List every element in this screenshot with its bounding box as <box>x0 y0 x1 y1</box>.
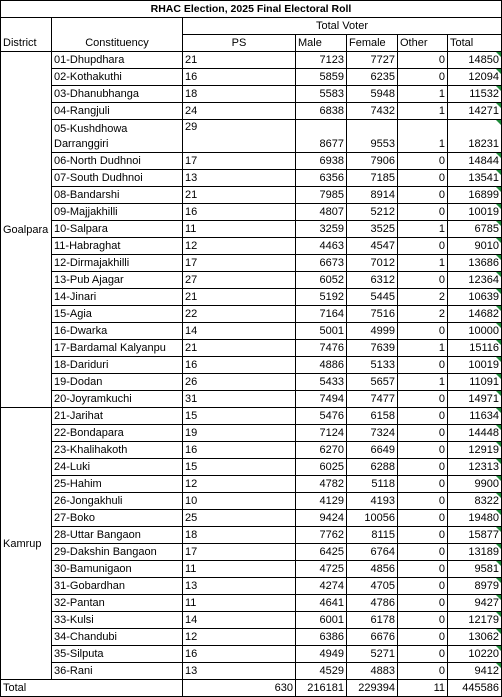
other-cell[interactable]: 0 <box>398 544 448 561</box>
constituency-cell[interactable]: 01-Dhupdhara <box>52 52 183 69</box>
male-cell[interactable]: 4641 <box>296 595 347 612</box>
other-cell[interactable]: 1 <box>398 103 448 120</box>
total-cell[interactable]: 14271 <box>448 103 502 120</box>
female-cell[interactable]: 4193 <box>347 493 398 510</box>
male-cell[interactable]: 5859 <box>296 69 347 86</box>
constituency-cell[interactable]: 26-Jongakhuli <box>52 493 183 510</box>
female-cell[interactable]: 7324 <box>347 425 398 442</box>
other-cell[interactable]: 0 <box>398 238 448 255</box>
constituency-cell[interactable]: 18-Dariduri <box>52 357 183 374</box>
table-row <box>1 544 502 561</box>
other-cell[interactable]: 0 <box>398 476 448 493</box>
constituency-name-line-2: Darranggiri <box>54 138 109 150</box>
male-cell[interactable]: 4782 <box>296 476 347 493</box>
male-cell[interactable]: 4274 <box>296 578 347 595</box>
male-cell[interactable]: 6001 <box>296 612 347 629</box>
total-cell[interactable]: 10220 <box>448 646 502 663</box>
total-cell[interactable]: 12313 <box>448 459 502 476</box>
female-cell[interactable]: 4705 <box>347 578 398 595</box>
table-row <box>1 374 502 391</box>
female-cell[interactable]: 5948 <box>347 86 398 103</box>
female-cell[interactable]: 9553 <box>347 120 398 153</box>
female-cell[interactable]: 6235 <box>347 69 398 86</box>
total-cell[interactable]: 14682 <box>448 306 502 323</box>
other-cell[interactable]: 0 <box>398 493 448 510</box>
female-cell[interactable]: 5118 <box>347 476 398 493</box>
total-cell[interactable]: 11634 <box>448 408 502 425</box>
header-constituency[interactable]: Constituency <box>52 18 183 52</box>
totals-female-cell[interactable]: 229394 <box>347 680 398 697</box>
ps-cell[interactable]: 26 <box>183 374 296 391</box>
total-cell[interactable]: 8322 <box>448 493 502 510</box>
total-cell[interactable]: 10019 <box>448 357 502 374</box>
total-cell[interactable]: 12094 <box>448 69 502 86</box>
constituency-cell[interactable]: 10-Salpara <box>52 221 183 238</box>
total-cell[interactable]: 12364 <box>448 272 502 289</box>
male-cell[interactable]: 7164 <box>296 306 347 323</box>
female-cell[interactable]: 7639 <box>347 340 398 357</box>
ps-cell[interactable]: 19 <box>183 425 296 442</box>
total-cell[interactable]: 14971 <box>448 391 502 408</box>
other-cell[interactable]: 1 <box>398 340 448 357</box>
ps-cell[interactable]: 18 <box>183 86 296 103</box>
total-cell[interactable]: 13541 <box>448 170 502 187</box>
ps-cell[interactable]: 18 <box>183 527 296 544</box>
male-cell[interactable]: 4129 <box>296 493 347 510</box>
constituency-cell[interactable]: 21-Jarihat <box>52 408 183 425</box>
header-ps[interactable]: PS <box>183 35 296 52</box>
other-cell[interactable]: 1 <box>398 120 448 153</box>
total-cell[interactable]: 10019 <box>448 204 502 221</box>
total-cell[interactable]: 9412 <box>448 663 502 680</box>
constituency-cell[interactable]: 11-Habraghat <box>52 238 183 255</box>
ps-cell[interactable]: 13 <box>183 578 296 595</box>
table-row <box>1 323 502 340</box>
constituency-cell[interactable]: 13-Pub Ajagar <box>52 272 183 289</box>
other-cell[interactable]: 1 <box>398 221 448 238</box>
female-cell[interactable]: 6288 <box>347 459 398 476</box>
ps-cell[interactable]: 21 <box>183 52 296 69</box>
other-cell[interactable]: 0 <box>398 357 448 374</box>
male-cell[interactable]: 7476 <box>296 340 347 357</box>
total-cell[interactable]: 8979 <box>448 578 502 595</box>
female-cell[interactable]: 6676 <box>347 629 398 646</box>
table-row <box>1 459 502 476</box>
female-cell[interactable]: 4856 <box>347 561 398 578</box>
totals-other-cell[interactable]: 11 <box>398 680 448 697</box>
female-cell[interactable]: 5271 <box>347 646 398 663</box>
other-cell[interactable]: 0 <box>398 442 448 459</box>
table-row <box>1 476 502 493</box>
table-row <box>1 289 502 306</box>
table-row <box>1 391 502 408</box>
constituency-cell[interactable]: 03-Dhanubhanga <box>52 86 183 103</box>
female-cell[interactable]: 7185 <box>347 170 398 187</box>
ps-cell[interactable]: 16 <box>183 646 296 663</box>
female-cell[interactable]: 7477 <box>347 391 398 408</box>
header-row-1 <box>1 18 502 35</box>
ps-cell[interactable]: 16 <box>183 204 296 221</box>
female-cell[interactable]: 7906 <box>347 153 398 170</box>
male-cell[interactable]: 6838 <box>296 103 347 120</box>
male-cell[interactable]: 4725 <box>296 561 347 578</box>
table-row <box>1 255 502 272</box>
constituency-cell[interactable]: 14-Jinari <box>52 289 183 306</box>
male-cell[interactable]: 7762 <box>296 527 347 544</box>
female-cell[interactable]: 3525 <box>347 221 398 238</box>
male-cell[interactable]: 5583 <box>296 86 347 103</box>
constituency-cell[interactable]: 30-Bamunigaon <box>52 561 183 578</box>
other-cell[interactable]: 0 <box>398 153 448 170</box>
male-cell[interactable]: 6673 <box>296 255 347 272</box>
table-row <box>1 306 502 323</box>
table-row <box>1 340 502 357</box>
total-cell[interactable]: 9010 <box>448 238 502 255</box>
table-row <box>1 646 502 663</box>
total-cell[interactable]: 9427 <box>448 595 502 612</box>
female-cell[interactable]: 4883 <box>347 663 398 680</box>
other-cell[interactable]: 0 <box>398 646 448 663</box>
table-row <box>1 425 502 442</box>
constituency-cell[interactable]: 02-Kothakuthi <box>52 69 183 86</box>
table-row <box>1 153 502 170</box>
constituency-cell[interactable]: 34-Chandubi <box>52 629 183 646</box>
constituency-name-line-1: 05-Kushdhowa <box>54 123 128 135</box>
table-row <box>1 170 502 187</box>
table-row <box>1 52 502 69</box>
ps-cell[interactable]: 11 <box>183 595 296 612</box>
total-cell[interactable]: 16899 <box>448 187 502 204</box>
ps-cell[interactable]: 31 <box>183 391 296 408</box>
ps-cell[interactable]: 16 <box>183 69 296 86</box>
total-cell[interactable]: 15116 <box>448 340 502 357</box>
female-cell[interactable]: 4786 <box>347 595 398 612</box>
male-cell[interactable]: 5476 <box>296 408 347 425</box>
table-row <box>1 272 502 289</box>
table-row <box>1 86 502 103</box>
ps-cell[interactable]: 27 <box>183 272 296 289</box>
table-row <box>1 493 502 510</box>
totals-male-cell[interactable]: 216181 <box>296 680 347 697</box>
constituency-cell[interactable]: 16-Dwarka <box>52 323 183 340</box>
other-cell[interactable]: 0 <box>398 612 448 629</box>
header-other[interactable]: Other <box>398 35 448 52</box>
constituency-cell[interactable]: 29-Dakshin Bangaon <box>52 544 183 561</box>
total-cell[interactable]: 14850 <box>448 52 502 69</box>
constituency-cell[interactable]: 04-Rangjuli <box>52 103 183 120</box>
table-row <box>1 408 502 425</box>
total-cell[interactable]: 13686 <box>448 255 502 272</box>
sheet-title[interactable]: RHAC Election, 2025 Final Electoral Roll <box>1 1 502 18</box>
other-cell[interactable]: 0 <box>398 69 448 86</box>
total-cell[interactable]: 12919 <box>448 442 502 459</box>
ps-cell[interactable]: 17 <box>183 544 296 561</box>
ps-cell[interactable]: 12 <box>183 476 296 493</box>
male-cell[interactable]: 4463 <box>296 238 347 255</box>
table-row <box>1 357 502 374</box>
total-cell[interactable]: 11091 <box>448 374 502 391</box>
ps-cell[interactable]: 10 <box>183 493 296 510</box>
district-cell[interactable]: Kamrup <box>1 408 52 680</box>
total-cell[interactable]: 9900 <box>448 476 502 493</box>
constituency-cell[interactable]: 07-South Dudhnoi <box>52 170 183 187</box>
male-cell[interactable]: 6025 <box>296 459 347 476</box>
constituency-cell[interactable]: 17-Bardamal Kalyanpu <box>52 340 183 357</box>
male-cell[interactable]: 6356 <box>296 170 347 187</box>
constituency-cell[interactable]: 19-Dodan <box>52 374 183 391</box>
male-cell[interactable]: 3259 <box>296 221 347 238</box>
female-cell[interactable]: 4999 <box>347 323 398 340</box>
ps-cell[interactable]: 21 <box>183 340 296 357</box>
table-row <box>1 578 502 595</box>
female-cell[interactable]: 5133 <box>347 357 398 374</box>
other-cell[interactable]: 0 <box>398 204 448 221</box>
male-cell[interactable]: 7124 <box>296 425 347 442</box>
total-cell[interactable]: 10639 <box>448 289 502 306</box>
other-cell[interactable]: 0 <box>398 510 448 527</box>
totals-label[interactable]: Total <box>1 680 183 697</box>
female-cell[interactable]: 4547 <box>347 238 398 255</box>
ps-cell[interactable]: 16 <box>183 357 296 374</box>
male-cell[interactable]: 4886 <box>296 357 347 374</box>
total-cell[interactable]: 13189 <box>448 544 502 561</box>
male-cell[interactable]: 7985 <box>296 187 347 204</box>
table-row <box>1 442 502 459</box>
total-cell[interactable]: 6785 <box>448 221 502 238</box>
ps-cell[interactable]: 25 <box>183 510 296 527</box>
female-cell[interactable]: 6764 <box>347 544 398 561</box>
other-cell[interactable]: 2 <box>398 289 448 306</box>
male-cell[interactable]: 6425 <box>296 544 347 561</box>
other-cell[interactable]: 0 <box>398 272 448 289</box>
constituency-cell[interactable]: 22-Bondapara <box>52 425 183 442</box>
ps-cell[interactable]: 14 <box>183 323 296 340</box>
ps-cell[interactable]: 15 <box>183 459 296 476</box>
other-cell[interactable]: 0 <box>398 187 448 204</box>
constituency-cell[interactable]: 20-Joyramkuchi <box>52 391 183 408</box>
other-cell[interactable]: 0 <box>398 459 448 476</box>
table-row <box>1 103 502 120</box>
total-cell[interactable]: 13062 <box>448 629 502 646</box>
female-cell[interactable]: 7727 <box>347 52 398 69</box>
table-row <box>1 238 502 255</box>
other-cell[interactable]: 0 <box>398 170 448 187</box>
header-district[interactable]: District <box>1 18 52 52</box>
female-cell[interactable]: 10056 <box>347 510 398 527</box>
other-cell[interactable]: 0 <box>398 663 448 680</box>
constituency-cell[interactable]: 12-Dirmajakhilli <box>52 255 183 272</box>
constituency-cell[interactable]: 08-Bandarshi <box>52 187 183 204</box>
constituency-cell[interactable]: 15-Agia <box>52 306 183 323</box>
total-cell[interactable]: 12179 <box>448 612 502 629</box>
table-row <box>1 561 502 578</box>
table-row <box>1 69 502 86</box>
other-cell[interactable]: 0 <box>398 391 448 408</box>
table-row <box>1 204 502 221</box>
total-cell[interactable]: 11532 <box>448 86 502 103</box>
table-row <box>1 629 502 646</box>
constituency-cell[interactable]: 28-Uttar Bangaon <box>52 527 183 544</box>
constituency-cell[interactable]: 23-Khalihakoth <box>52 442 183 459</box>
constituency-cell[interactable]: 06-North Dudhnoi <box>52 153 183 170</box>
totals-total-cell[interactable]: 445586 <box>448 680 502 697</box>
constituency-cell[interactable]: 33-Kulsi <box>52 612 183 629</box>
male-cell[interactable]: 4807 <box>296 204 347 221</box>
female-cell[interactable]: 5657 <box>347 374 398 391</box>
total-cell[interactable]: 15877 <box>448 527 502 544</box>
table-row <box>1 612 502 629</box>
constituency-cell[interactable]: 31-Gobardhan <box>52 578 183 595</box>
other-cell[interactable]: 1 <box>398 86 448 103</box>
district-cell[interactable]: Goalpara <box>1 52 52 408</box>
female-cell[interactable]: 5445 <box>347 289 398 306</box>
ps-cell[interactable]: 21 <box>183 289 296 306</box>
constituency-cell[interactable]: 27-Boko <box>52 510 183 527</box>
header-male[interactable]: Male <box>296 35 347 52</box>
constituency-cell[interactable]: 09-Majjakhilli <box>52 204 183 221</box>
other-cell[interactable]: 0 <box>398 408 448 425</box>
female-cell[interactable]: 5212 <box>347 204 398 221</box>
table-row <box>1 595 502 612</box>
ps-cell[interactable]: 22 <box>183 306 296 323</box>
other-cell[interactable]: 0 <box>398 323 448 340</box>
ps-cell[interactable]: 11 <box>183 561 296 578</box>
ps-cell[interactable]: 29 <box>183 120 296 153</box>
other-cell[interactable]: 0 <box>398 595 448 612</box>
header-total-voter[interactable]: Total Voter <box>183 18 502 35</box>
total-cell[interactable]: 10000 <box>448 323 502 340</box>
title-row <box>1 1 502 18</box>
constituency-cell[interactable]: 32-Pantan <box>52 595 183 612</box>
male-cell[interactable]: 5192 <box>296 289 347 306</box>
ps-cell[interactable]: 13 <box>183 170 296 187</box>
constituency-cell[interactable]: 25-Hahim <box>52 476 183 493</box>
ps-cell[interactable]: 15 <box>183 408 296 425</box>
other-cell[interactable]: 2 <box>398 306 448 323</box>
male-cell[interactable]: 6386 <box>296 629 347 646</box>
table-row <box>1 663 502 680</box>
female-cell[interactable]: 6649 <box>347 442 398 459</box>
other-cell[interactable]: 0 <box>398 527 448 544</box>
table-row <box>1 120 502 153</box>
other-cell[interactable]: 0 <box>398 561 448 578</box>
table-row <box>1 510 502 527</box>
table-row <box>1 187 502 204</box>
other-cell[interactable]: 1 <box>398 374 448 391</box>
male-cell[interactable]: 7123 <box>296 52 347 69</box>
female-cell[interactable]: 7012 <box>347 255 398 272</box>
female-cell[interactable]: 6312 <box>347 272 398 289</box>
male-cell[interactable]: 6270 <box>296 442 347 459</box>
ps-cell[interactable]: 12 <box>183 629 296 646</box>
male-cell[interactable]: 4529 <box>296 663 347 680</box>
female-cell[interactable]: 6178 <box>347 612 398 629</box>
female-cell[interactable]: 7516 <box>347 306 398 323</box>
header-total[interactable]: Total <box>448 35 502 52</box>
ps-cell[interactable]: 17 <box>183 255 296 272</box>
total-cell[interactable]: 14448 <box>448 425 502 442</box>
male-cell[interactable]: 4949 <box>296 646 347 663</box>
male-cell[interactable]: 5001 <box>296 323 347 340</box>
totals-ps-cell[interactable]: 630 <box>183 680 296 697</box>
female-cell[interactable]: 7432 <box>347 103 398 120</box>
total-cell[interactable]: 14844 <box>448 153 502 170</box>
total-cell[interactable]: 18231 <box>448 120 502 153</box>
female-cell[interactable]: 8914 <box>347 187 398 204</box>
male-cell[interactable]: 6052 <box>296 272 347 289</box>
female-cell[interactable]: 8115 <box>347 527 398 544</box>
male-cell[interactable]: 5433 <box>296 374 347 391</box>
header-female[interactable]: Female <box>347 35 398 52</box>
ps-cell[interactable]: 21 <box>183 187 296 204</box>
ps-cell[interactable]: 24 <box>183 103 296 120</box>
male-cell[interactable]: 6938 <box>296 153 347 170</box>
ps-cell[interactable]: 16 <box>183 442 296 459</box>
other-cell[interactable]: 0 <box>398 425 448 442</box>
male-cell[interactable]: 8677 <box>296 120 347 153</box>
ps-cell[interactable]: 13 <box>183 663 296 680</box>
other-cell[interactable]: 1 <box>398 255 448 272</box>
male-cell[interactable]: 7494 <box>296 391 347 408</box>
other-cell[interactable]: 0 <box>398 52 448 69</box>
ps-cell[interactable]: 12 <box>183 238 296 255</box>
female-cell[interactable]: 6158 <box>347 408 398 425</box>
constituency-cell[interactable]: 35-Silputa <box>52 646 183 663</box>
ps-cell[interactable]: 17 <box>183 153 296 170</box>
total-cell[interactable]: 19480 <box>448 510 502 527</box>
constituency-cell[interactable] <box>52 120 183 153</box>
other-cell[interactable]: 0 <box>398 578 448 595</box>
table-row <box>1 527 502 544</box>
other-cell[interactable]: 0 <box>398 629 448 646</box>
ps-cell[interactable]: 14 <box>183 612 296 629</box>
table-row <box>1 221 502 238</box>
constituency-cell[interactable]: 36-Rani <box>52 663 183 680</box>
total-cell[interactable]: 9581 <box>448 561 502 578</box>
male-cell[interactable]: 9424 <box>296 510 347 527</box>
ps-cell[interactable]: 11 <box>183 221 296 238</box>
constituency-cell[interactable]: 24-Luki <box>52 459 183 476</box>
